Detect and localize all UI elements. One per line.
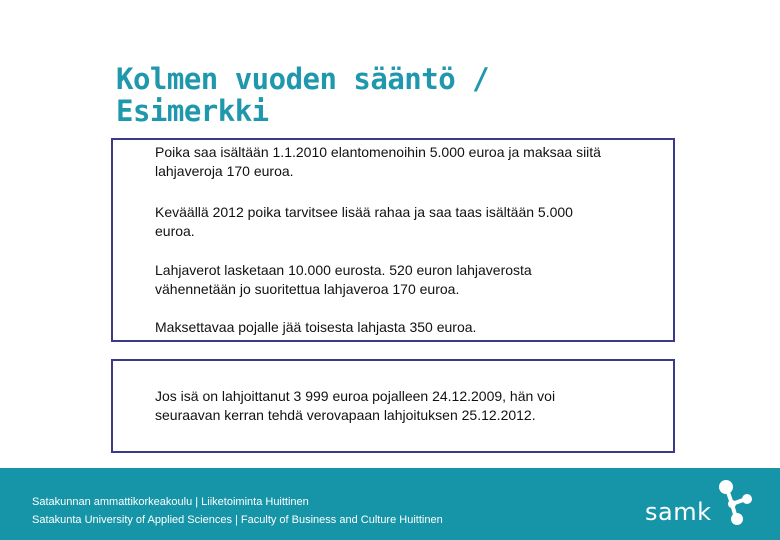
text-line: seuraavan kerran tehdä verovapaan lahjoituksen 25.12.2012. xyxy=(155,407,536,423)
paragraph-gift-2010 xyxy=(155,143,667,181)
slide-title-line-1: Kolmen vuoden sääntö / xyxy=(116,62,490,96)
text-line: euroa. xyxy=(155,223,195,239)
text-line: Poika saa isältään 1.1.2010 elantomenoihin 5.000 euroa ja maksaa siitä xyxy=(155,144,601,160)
footer-line-english: Satakunta University of Applied Sciences | Faculty of Business and Culture Huittinen xyxy=(32,514,443,526)
paragraph-tax-calculation xyxy=(155,261,667,299)
text-line: Keväällä 2012 poika tarvitsee lisää rahaa ja saa taas isältään 5.000 xyxy=(155,204,573,220)
text-line: lahjaveroja 170 euroa. xyxy=(155,163,294,179)
samk-logo-text: samk xyxy=(645,498,712,526)
note-box xyxy=(111,359,675,453)
paragraph-tax-payable xyxy=(155,318,667,337)
text-line: Lahjaverot lasketaan 10.000 eurosta. 520 euron lahjaverosta xyxy=(155,262,532,278)
samk-molecule-logo-icon xyxy=(710,478,766,528)
text-line: Maksettavaa pojalle jää toisesta lahjasta 350 euroa. xyxy=(155,319,477,335)
text-line: vähennetään jo suoritettua lahjaveroa 170 euroa. xyxy=(155,281,460,297)
slide-title xyxy=(116,63,716,127)
text-line: Jos isä on lahjoittanut 3 999 euroa pojalleen 24.12.2009, hän voi xyxy=(155,388,556,404)
slide-title-line-2: Esimerkki xyxy=(116,94,269,128)
footer-line-finnish: Satakunnan ammattikorkeakoulu | Liiketoiminta Huittinen xyxy=(32,496,309,508)
example-box xyxy=(111,138,675,342)
paragraph-gift-2012 xyxy=(155,203,667,241)
paragraph-three-year-note xyxy=(155,387,667,425)
